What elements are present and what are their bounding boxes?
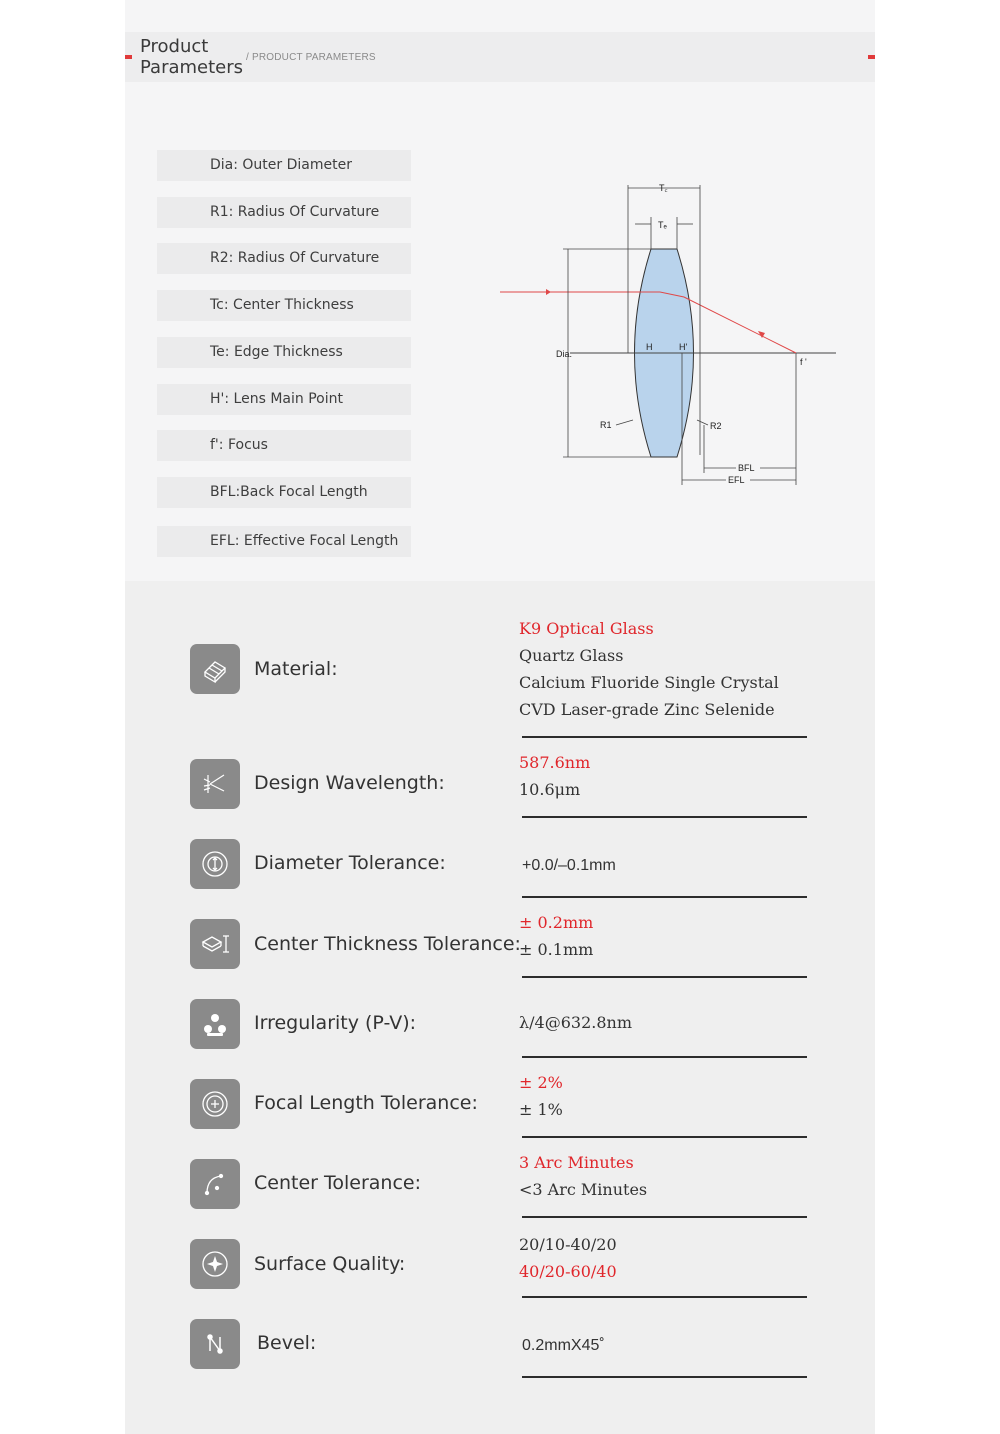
surface-quality-icon xyxy=(190,1239,240,1289)
param-label-center-thickness: Center Thickness Tolerance: xyxy=(254,933,521,955)
param-label-material: Material: xyxy=(254,658,338,680)
lens-diagram xyxy=(500,175,840,495)
irregularity-icon xyxy=(190,999,240,1049)
param-value: <3 Arc Minutes xyxy=(519,1180,648,1199)
param-values-focal-length xyxy=(519,1069,563,1123)
param-value: +0.0/–0.1mm xyxy=(522,857,616,874)
param-values-irregularity xyxy=(519,1009,632,1036)
param-values-diameter xyxy=(522,852,616,879)
legend-item-dia: Dia: Outer Diameter xyxy=(157,150,411,181)
param-label-bevel: Bevel: xyxy=(257,1332,317,1354)
f-prime-label: f ' xyxy=(800,357,807,367)
param-label-surface-quality: Surface Quality: xyxy=(254,1253,406,1275)
efl-label: EFL xyxy=(728,475,745,485)
param-value: ± 0.1mm xyxy=(519,940,594,959)
param-value: 20/10-40/20 xyxy=(519,1235,617,1254)
param-value: ± 2% xyxy=(519,1073,563,1092)
param-value: λ/4@632.8nm xyxy=(519,1013,632,1032)
header-accent-right xyxy=(868,55,875,59)
legend-item-efl: EFL: Effective Focal Length xyxy=(157,526,411,557)
param-values-center-thickness xyxy=(519,909,593,963)
divider xyxy=(522,1296,807,1298)
section-title xyxy=(140,36,243,78)
param-label-irregularity: Irregularity (P-V): xyxy=(254,1012,417,1034)
param-value: 0.2mmX45˚ xyxy=(522,1337,605,1354)
bfl-label: BFL xyxy=(738,463,755,473)
divider xyxy=(522,976,807,978)
ray-arrow xyxy=(546,289,551,295)
param-values-wavelength xyxy=(519,749,590,803)
param-value: ± 1% xyxy=(519,1100,563,1119)
param-value: 10.6μm xyxy=(519,780,581,799)
material-icon xyxy=(190,644,240,694)
divider xyxy=(522,1136,807,1138)
param-value: ± 0.2mm xyxy=(519,913,594,932)
param-values-bevel xyxy=(522,1332,605,1359)
center-tolerance-icon xyxy=(190,1159,240,1209)
thickness-icon xyxy=(190,919,240,969)
product-parameters-page xyxy=(125,0,875,1434)
legend-item-te: Te: Edge Thickness xyxy=(157,337,411,368)
param-value: 3 Arc Minutes xyxy=(519,1153,634,1172)
bevel-icon xyxy=(190,1319,240,1369)
section-title-line1: Product xyxy=(140,36,209,57)
h-label: H xyxy=(646,342,653,352)
param-value: K9 Optical Glass xyxy=(519,619,654,638)
legend-item-bfl: BFL:Back Focal Length xyxy=(157,477,411,508)
divider xyxy=(522,896,807,898)
divider xyxy=(522,736,807,738)
legend-item-r2: R2: Radius Of Curvature xyxy=(157,243,411,274)
section-subtitle: / PRODUCT PARAMETERS xyxy=(246,52,376,63)
h-prime-label: H' xyxy=(679,342,688,352)
divider xyxy=(522,1376,807,1378)
param-label-center-tolerance: Center Tolerance: xyxy=(254,1172,421,1194)
param-label-diameter: Diameter Tolerance: xyxy=(254,852,446,874)
r1-label: R1 xyxy=(600,420,612,430)
legend-item-tc: Tc: Center Thickness xyxy=(157,290,411,321)
param-label-focal-length: Focal Length Tolerance: xyxy=(254,1092,478,1114)
param-value: 40/20-60/40 xyxy=(519,1262,617,1281)
param-values-material xyxy=(519,615,779,723)
r2-label: R2 xyxy=(710,421,722,431)
section-header xyxy=(125,32,875,82)
r1-leader xyxy=(616,420,633,425)
legend-item-h-prime: H': Lens Main Point xyxy=(157,384,411,415)
section-title-line2: Parameters xyxy=(140,57,244,78)
dia-label: Dia. xyxy=(556,349,573,359)
param-value: CVD Laser-grade Zinc Selenide xyxy=(519,700,775,719)
param-label-wavelength: Design Wavelength: xyxy=(254,772,445,794)
diameter-icon xyxy=(190,839,240,889)
parameters-table xyxy=(125,581,875,1434)
param-value: 587.6nm xyxy=(519,753,591,772)
param-value: Quartz Glass xyxy=(519,646,624,665)
wavelength-icon xyxy=(190,759,240,809)
divider xyxy=(522,816,807,818)
focal-length-icon xyxy=(190,1079,240,1129)
te-label: Tₑ xyxy=(658,220,667,230)
divider xyxy=(522,1216,807,1218)
tc-label: T꜀ xyxy=(659,183,668,193)
param-values-surface-quality xyxy=(519,1231,617,1285)
divider xyxy=(522,1056,807,1058)
legend-item-r1: R1: Radius Of Curvature xyxy=(157,197,411,228)
r2-leader xyxy=(697,420,708,425)
legend-item-focus: f': Focus xyxy=(157,430,411,461)
param-values-center-tolerance xyxy=(519,1149,647,1203)
param-value: Calcium Fluoride Single Crystal xyxy=(519,673,779,692)
header-accent-left xyxy=(125,55,132,59)
